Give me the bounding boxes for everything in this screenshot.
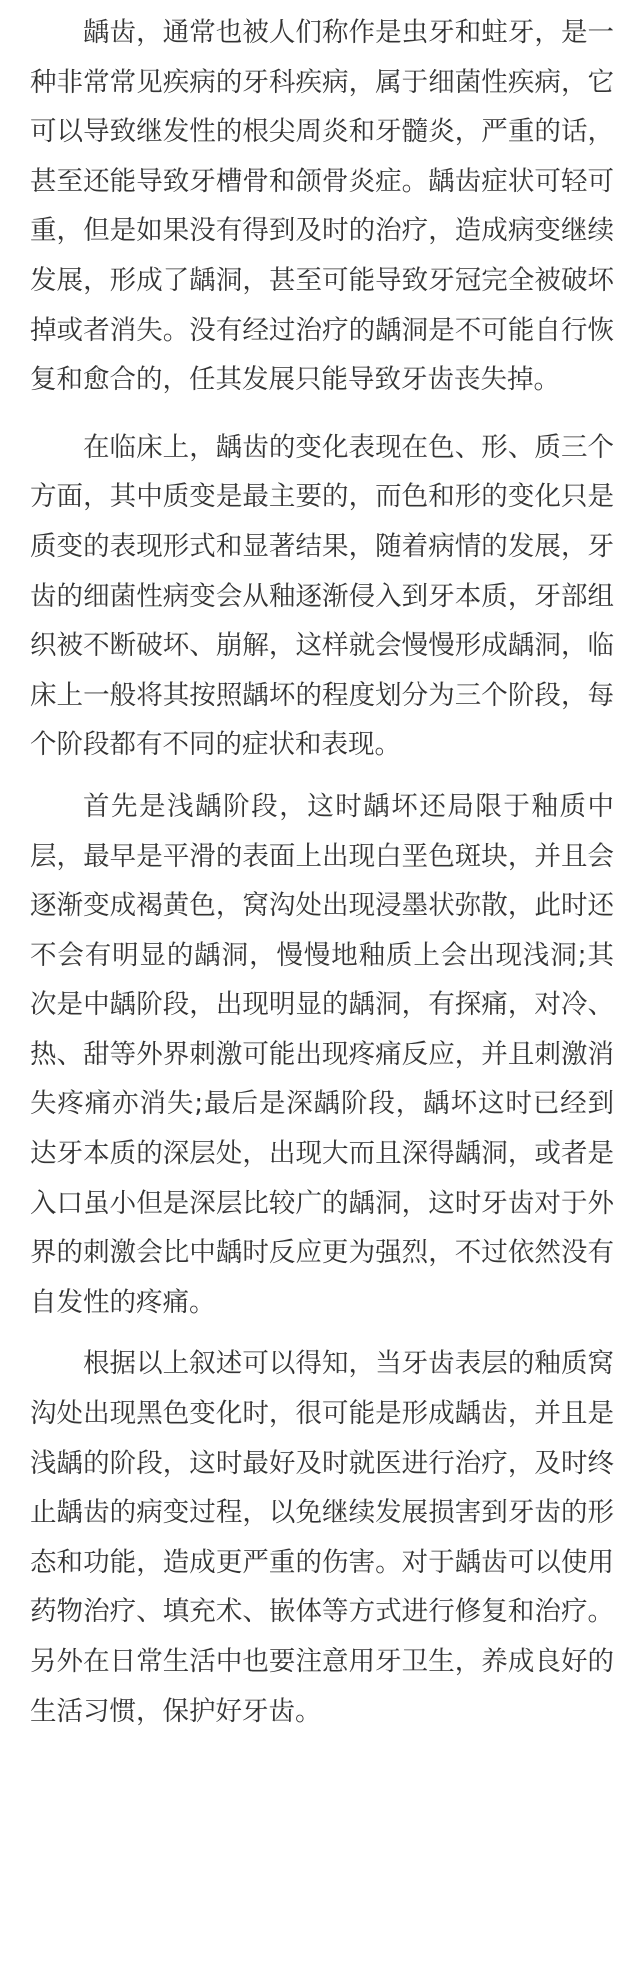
paragraph-clinical-changes: 在临床上，龋齿的变化表现在色、形、质三个方面，其中质变是最主要的，而色和形的变化只是质变的表现形式和显著结果，随着病情的发展，牙齿的细菌性病变会从釉逐渐侵入到牙本质，牙部组织被不断破坏、崩解，这样就会慢慢形成龋洞，临床上一般将其按照龋坏的程度划分为三个阶段，每个阶段都有不同的症状和表现。 bbox=[30, 431, 614, 761]
paragraph-intro: 龋齿，通常也被人们称作是虫牙和蛀牙，是一种非常常见疾病的牙科疾病，属于细菌性疾病，它可以导致继发性的根尖周炎和牙髓炎，严重的话，甚至还能导致牙槽骨和颌骨炎症。龋齿症状可轻可重，但是如果没有得到及时的治疗，造成病变继续发展，形成了龋洞，甚至可能导致牙冠完全被破坏掉或者消失。没有经过治疗的龋洞是不可能自行恢复和愈合的，任其发展只能导致牙齿丧失掉。 bbox=[30, 17, 614, 396]
paragraph-stages: 首先是浅龋阶段，这时龋坏还局限于釉质中层，最早是平滑的表面上出现白垩色斑块，并且会逐渐变成褐黄色，窝沟处出现浸墨状弥散，此时还不会有明显的龋洞，慢慢地釉质上会出现浅洞;其次是中龋阶段，出现明显的龋洞，有探痛，对冷、热、甜等外界刺激可能出现疼痛反应，并且刺激消失疼痛亦消失;最后是深龋阶段，龋坏这时已经到达牙本质的深层处，出现大而且深得龋洞，或者是入口虽小但是深层比较广的龋洞，这时牙齿对于外界的刺激会比中龋时反应更为强烈，不过依然没有自发性的疼痛。 bbox=[30, 790, 614, 1318]
paragraph-treatment: 根据以上叙述可以得知，当牙齿表层的釉质窝沟处出现黑色变化时，很可能是形成龋齿，并且是浅龋的阶段，这时最好及时就医进行治疗，及时终止龋齿的病变过程，以免继续发展损害到牙齿的形态和功能，造成更严重的伤害。对于龋齿可以使用药物治疗、填充术、嵌体等方式进行修复和治疗。另外在日常生活中也要注意用牙卫生，养成良好的生活习惯，保护好牙齿。 bbox=[30, 1348, 614, 1727]
